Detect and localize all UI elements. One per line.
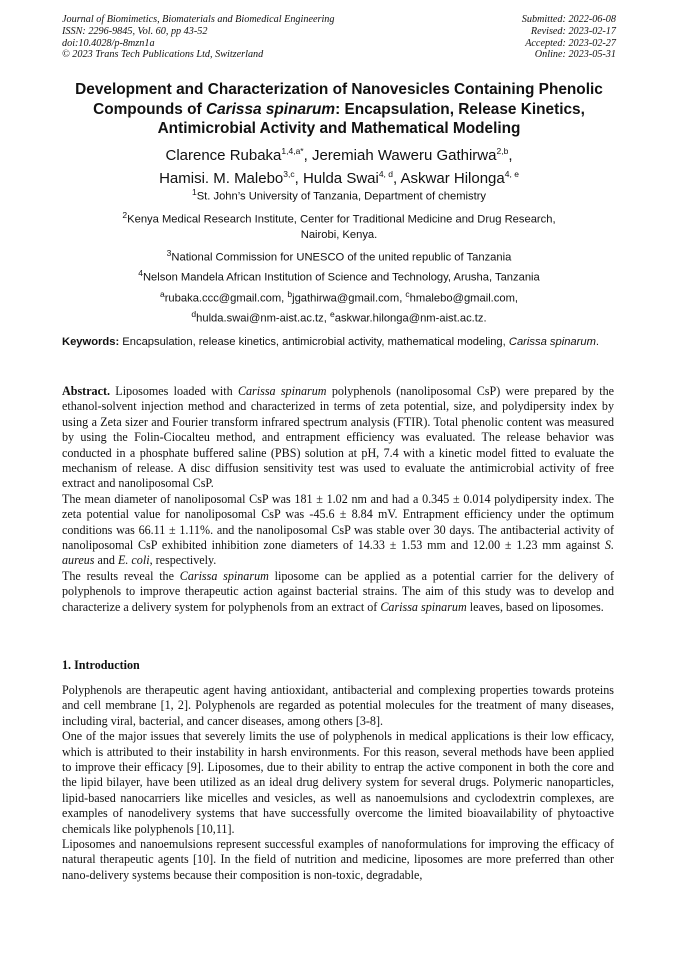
keywords-label: Keywords: xyxy=(62,336,120,348)
author-affil: 1,4,a* xyxy=(281,146,304,156)
author-emails: $^a$rubaka.ccc@gmail.com, $^b$jgathirwa@gmail.com, $^c$hmalebo@gmail.com, $^d$hulda.swai@nm-aist.ac.tz, $^e$askwar.hilonga@nm-aist.ac.tz. xyxy=(159,289,519,325)
intro-paragraph: Polyphenols are therapeutic agent having antioxidant, antibacterial and complexing properties towards proteins and cell membrane [1, 2]. Polyphenols are regarded as potential molecules for the treatment of many diseases, including viral, bacterial, and cancer diseases, among others [3-8]. xyxy=(62,683,614,728)
affiliation-text: St. John’s University of Tanzania, Department of chemistry xyxy=(196,190,487,203)
affiliation-4: $^4$Nelson Mandela African Institution of Science and Technology, Arusha, Tanzania xyxy=(138,268,540,284)
abstract-text: The mean diameter of nanoliposomal CsP was 181 ± 1.02 nm and had a 0.345 ± 0.014 polydipersity index. The zeta potential value for nanoliposomal CsP was -45.6 ± 8.84 mV. Entrapment efficiency under the optimum conditions was 66.11 ± 1.11%. and the nanoliposomal CsP was stable over 30 days. The antibacterial activity of nanoliposomal CsP exhibited inhibition zone diameters of 14.33 ± 1.53 mm and 12.00 ± 1.23 mm against xyxy=(62,491,614,553)
email-link[interactable]: hulda.swai@nm-aist.ac.tz, xyxy=(196,312,330,325)
affiliation-text: Nelson Mandela African Institution of Science and Technology, Arusha, Tanzania xyxy=(142,271,540,284)
title-text: : Encapsulation, Release Kinetics, xyxy=(335,100,585,118)
abstract-text: , respectively. xyxy=(149,553,217,568)
abstract-text: and xyxy=(94,553,118,568)
species-name: Carissa spinarum xyxy=(179,568,269,583)
affiliation-text: Kenya Medical Research Institute, Center for Traditional Medicine and Drug Research, xyxy=(127,213,556,226)
paper-title xyxy=(56,80,622,139)
author-affil: 4, e xyxy=(504,169,519,179)
journal-issn: ISSN: 2296-9845, Vol. 60, pp 43-52 xyxy=(62,25,208,37)
abstract-paragraph xyxy=(62,384,614,492)
keywords-species: Carissa spinarum xyxy=(508,336,596,348)
abstract-label: Abstract. xyxy=(62,384,111,398)
affiliation-text: Nairobi, Kenya. xyxy=(300,229,378,242)
email-link[interactable]: rubaka.ccc@gmail.com, xyxy=(164,292,288,305)
title-line-1: Development and Characterization of Nanovesicles Containing Phenolic xyxy=(75,81,603,98)
email-link[interactable]: jgathirwa@gmail.com, xyxy=(292,292,406,305)
keywords-text: . xyxy=(595,336,600,348)
date-online: Online: 2023-05-31 xyxy=(534,49,616,61)
author-name: Hulda Swai xyxy=(302,170,379,187)
date-accepted: Accepted: 2023-02-27 xyxy=(525,37,616,49)
email-link[interactable]: askwar.hilonga@nm-aist.ac.tz. xyxy=(334,312,487,325)
title-text: Compounds of xyxy=(93,100,206,118)
keywords xyxy=(62,335,616,350)
author-name: Askwar Hilonga xyxy=(400,170,505,187)
author-affil: 3,c xyxy=(283,169,295,179)
author-name: Jeremiah Waweru Gathirwa xyxy=(311,147,497,164)
abstract-text: The results reveal the xyxy=(62,568,180,583)
affiliation-3: $^3$National Commission for UNESCO of the united republic of Tanzania xyxy=(166,248,512,264)
submission-dates xyxy=(522,14,616,61)
intro-paragraph: One of the major issues that severely limits the use of polyphenols in medical applications is their low efficacy, which is attributed to their instability in harsh environments. For this reason, several methods have been applied to improve their efficacy [9]. Liposomes, due to their ability to entrap the active component in both the core and the lipid bilayer, have been utilized as an ideal drug delivery system for several drugs. Polymeric nanoparticles, lipid-based nanocarriers like micelles and vesicles, as well as nanoemulsions and cyclodextrin complexes, are examples of nanodelivery systems that have successfully overcome the limited bioavailability of phytoactive chemicals like polyphenols [10,11]. xyxy=(62,729,614,836)
species-name: S. aureus xyxy=(62,538,614,568)
email-link[interactable]: hmalebo@gmail.com, xyxy=(409,292,519,305)
species-name: Carissa spinarum xyxy=(237,384,327,398)
affiliation-2: $^2$Kenya Medical Research Institute, Center for Traditional Medicine and Drug Research, Nairobi, Kenya. xyxy=(122,210,556,242)
author-affil: 4, d xyxy=(378,169,394,179)
abstract-text: polyphenols (nanoliposomal CsP) were prepared by the ethanol-solvent injection method and characterized in terms of zeta potential, size, and polydipersity index by using a Zeta sizer and Fourier transform infrared spectrum analysis (FTIR). Total phenolic content was measured by using the Folin-Ciocalteu method, and entrapment efficiency was evaluated. The release behavior was conducted in a phosphate buffered saline (PBS) solution at pH, 7.4 with a kinetic model fitted to evaluate the mechanism of release. A disc diffusion sensitivity test was used to evaluate the antimicrobial activity of free extract and nanoliposomal CsP. xyxy=(62,384,615,491)
abstract-text: leaves, based on liposomes. xyxy=(466,599,604,614)
author-name: Hamisi. M. Malebo xyxy=(159,170,284,187)
abstract-text: Liposomes loaded with xyxy=(110,384,238,398)
species-name: Carissa spinarum xyxy=(380,599,467,614)
keywords-text: Encapsulation, release kinetics, antimicrobial activity, mathematical modeling, xyxy=(119,336,509,348)
date-submitted: Submitted: 2022-06-08 xyxy=(521,14,616,25)
abstract xyxy=(62,384,614,615)
intro-paragraph: Liposomes and nanoemulsions represent successful examples of nanoformulations for improving the efficacy of natural therapeutic agents [10]. In the field of nutrition and medicine, liposomes are more preferred than other nano-delivery systems because their composition is non-toxic, degradable, xyxy=(62,837,614,882)
affiliation-1: $^1$St. John’s University of Tanzania, Department of chemistry xyxy=(191,187,487,203)
title-line-3: Antimicrobial Activity and Mathematical Modeling xyxy=(157,120,521,137)
title-species: Carissa spinarum xyxy=(205,100,336,118)
abstract-paragraph xyxy=(62,492,614,569)
abstract-paragraph xyxy=(62,569,614,615)
affiliation-text: National Commission for UNESCO of the united republic of Tanzania xyxy=(171,251,512,264)
date-revised: Revised: 2023-02-17 xyxy=(530,25,616,37)
journal-doi: doi:10.4028/p-8mzn1a xyxy=(62,37,155,49)
journal-copyright: © 2023 Trans Tech Publications Ltd, Switzerland xyxy=(62,49,264,61)
introduction xyxy=(62,683,614,883)
abstract-text: liposome can be applied as a potential carrier for the delivery of polyphenols to improve therapeutic action against bacterial strains. The aim of this study was to develop and characterize a delivery system for polyphenols from an extract of xyxy=(62,568,615,614)
author-name: Clarence Rubaka xyxy=(165,147,282,164)
section-heading: 1. Introduction xyxy=(62,658,140,672)
author-list: Clarence Rubaka$^{1,4,a*}$, Jeremiah Waweru Gathirwa$^{2,b}$, Hamisi. M. Malebo$^{3,c}$, Hulda Swai$^{4, d}$, Askwar Hilonga$^{4, e}$ xyxy=(159,146,519,187)
journal-header xyxy=(62,14,616,61)
title-line-2 xyxy=(56,100,622,120)
journal-name: Journal of Biomimetics, Biomaterials and Biomedical Engineering xyxy=(62,14,335,25)
species-name: E. coli xyxy=(118,553,150,568)
author-affil: 2,b xyxy=(496,146,509,156)
journal-info xyxy=(62,14,334,61)
